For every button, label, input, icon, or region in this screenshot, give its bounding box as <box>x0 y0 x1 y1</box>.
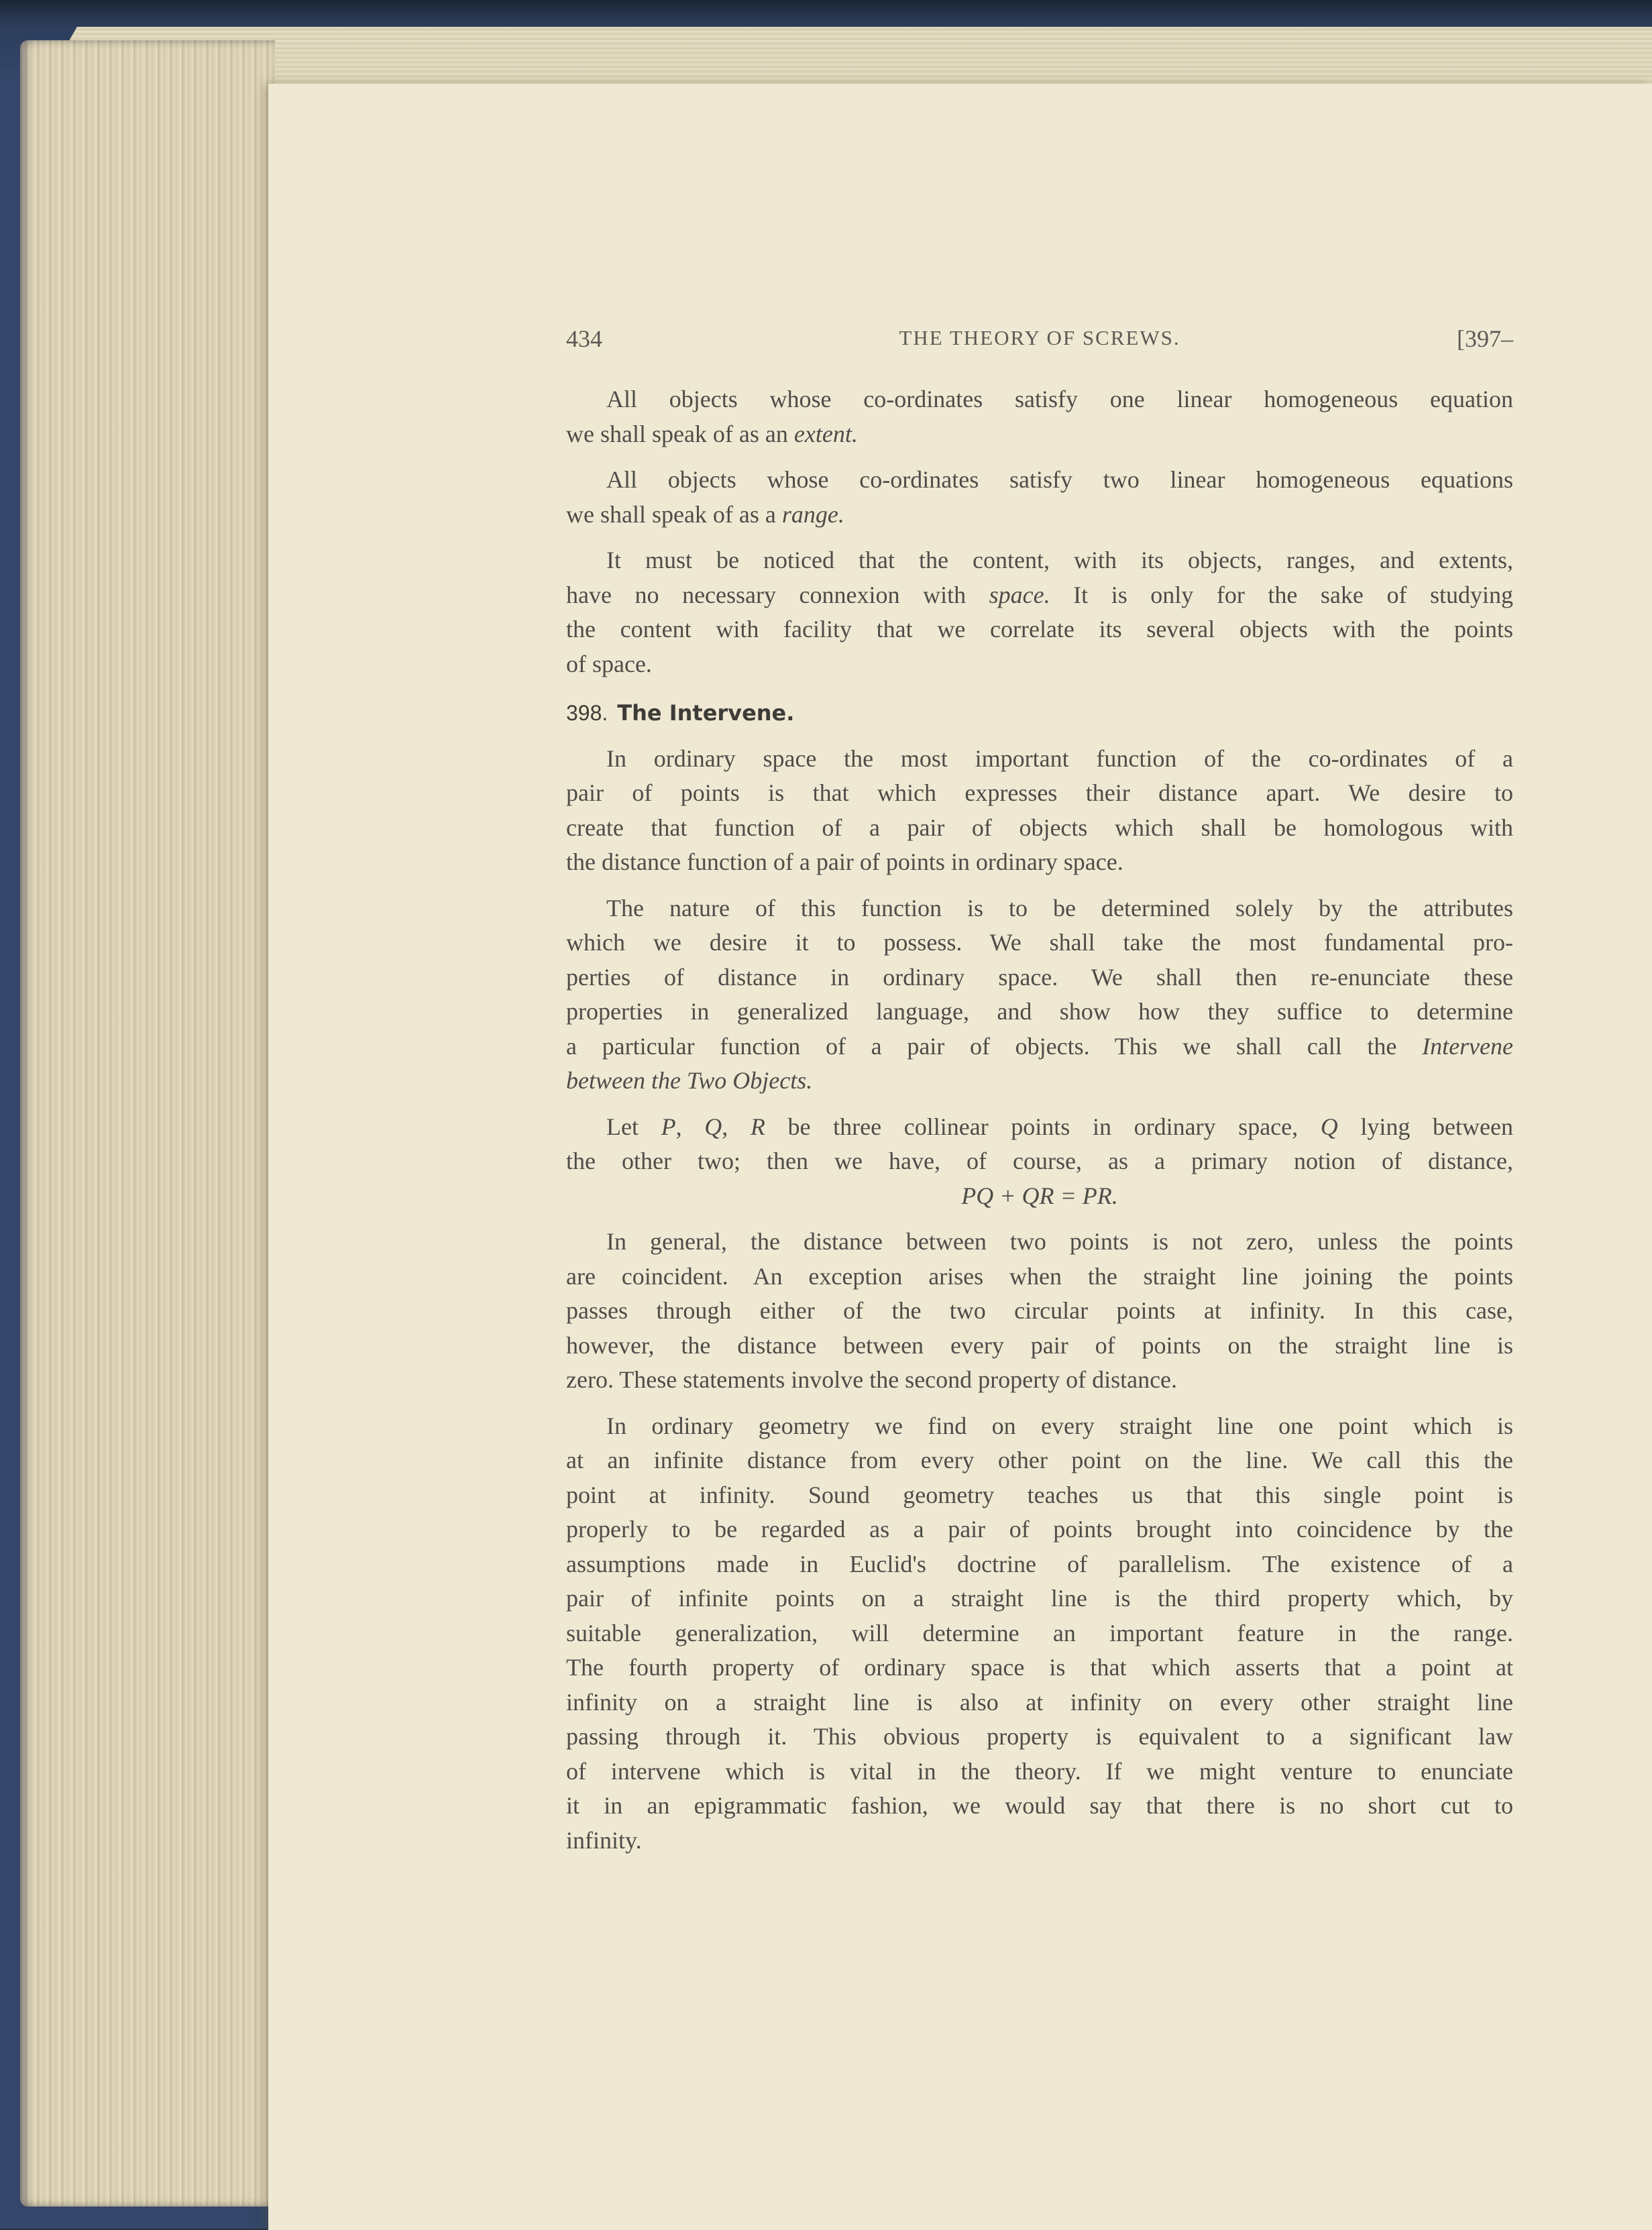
text-line <box>566 1512 1513 1547</box>
text-line <box>566 845 1513 880</box>
text-run: , <box>722 1113 751 1140</box>
text-run: In general, the distance between two points is not zero, unless the points <box>606 1228 1513 1255</box>
text-run: be three collinear points in ordinary space, <box>765 1113 1321 1140</box>
text-line <box>566 1225 1513 1260</box>
text-line <box>566 1294 1513 1329</box>
italic-text: R <box>750 1113 765 1140</box>
text-run: we shall speak of as a <box>566 500 782 528</box>
text-line <box>566 417 1513 452</box>
italic-text: extent. <box>793 420 858 447</box>
text-run: The fourth property of ordinary space is that which asserts that a point at <box>566 1654 1513 1681</box>
text-run: the content with facility that we correlate its several objects with the points <box>566 616 1513 643</box>
page-edges-left <box>20 40 275 2207</box>
equation <box>566 1179 1513 1214</box>
text-run: In ordinary space the most important function of the co-ordinates of a <box>606 744 1513 772</box>
text-line <box>566 1443 1513 1478</box>
paragraph <box>566 1110 1513 1214</box>
text-run: however, the distance between every pair of points on the straight line is <box>566 1331 1513 1359</box>
italic-text: PQ + QR = PR. <box>961 1182 1118 1209</box>
italic-text: Intervene <box>1422 1032 1513 1060</box>
text-line <box>566 1260 1513 1294</box>
paragraph <box>566 742 1513 880</box>
text-line <box>566 1064 1513 1099</box>
text-run: infinity. <box>566 1826 642 1854</box>
italic-text: space. <box>989 581 1050 608</box>
text-run: assumptions made in Euclid's doctrine of parallelism. The existence of a <box>566 1550 1513 1577</box>
text-line <box>566 647 1513 682</box>
text-line <box>566 463 1513 498</box>
text-line <box>566 995 1513 1029</box>
text-run: All objects whose co-ordinates satisfy two linear homogeneous equations <box>606 466 1513 493</box>
text-run: In ordinary geometry we find on every straight line one point which is <box>606 1412 1513 1439</box>
paragraph <box>566 463 1513 532</box>
paragraph <box>566 1225 1513 1398</box>
text-run: infinity on a straight line is also at infinity on every other straight line <box>566 1688 1513 1716</box>
text-line <box>566 1720 1513 1754</box>
text-run: lying between <box>1337 1113 1513 1140</box>
text-run: All objects whose co-ordinates satisfy one linear homogeneous equation <box>606 386 1513 412</box>
text-run: passes through either of the two circular points at infinity. In this case, <box>566 1297 1513 1324</box>
text-run: we shall speak of as an <box>566 420 794 447</box>
section-title: The Intervene. <box>617 700 795 726</box>
text-line <box>566 1789 1513 1824</box>
text-run: It must be noticed that the content, with its objects, ranges, and extents, <box>606 547 1513 573</box>
text-run: perties of distance in ordinary space. We shall then re-enunciate these <box>566 963 1513 991</box>
running-title: THE THEORY OF SCREWS. <box>899 326 1180 349</box>
text-line <box>566 578 1513 613</box>
text-run: zero. These statements involve the second property of distance. <box>566 1366 1178 1393</box>
text-run: pair of points is that which expresses their distance apart. We desire to <box>566 779 1513 806</box>
italic-text: range. <box>781 500 844 528</box>
text-run: of intervene which is vital in the theory. If we might venture to enunciate <box>566 1757 1513 1785</box>
text-run: suitable generalization, will determine an important feature in the range. <box>566 1619 1513 1647</box>
italic-text: between the Two Objects. <box>566 1067 813 1094</box>
text-run: The nature of this function is to be determined solely by the attributes <box>606 894 1513 922</box>
italic-text: P <box>661 1113 676 1140</box>
text-line <box>566 1547 1513 1582</box>
text-line <box>566 382 1513 417</box>
text-run: of space. <box>566 650 652 677</box>
paragraph <box>566 891 1513 1099</box>
text-run: a particular function of a pair of objects. This we shall call the <box>566 1032 1423 1060</box>
text-line <box>566 1409 1513 1444</box>
section-marker: [397– <box>1457 325 1513 352</box>
text-line <box>566 811 1513 846</box>
text-run: it in an epigrammatic fashion, we would say that there is no short cut to <box>566 1792 1513 1819</box>
text-line <box>566 543 1513 578</box>
running-header <box>566 325 1513 358</box>
text-line <box>566 926 1513 960</box>
text-line <box>566 1651 1513 1685</box>
text-run: passing through it. This obvious property is equivalent to a significant law <box>566 1723 1513 1750</box>
text-line <box>566 891 1513 926</box>
text-run: create that function of a pair of objects which shall be homologous with <box>566 814 1513 841</box>
text-line <box>566 1144 1513 1179</box>
text-run: are coincident. An exception arises when the straight line joining the points <box>566 1262 1513 1290</box>
text-line <box>566 1616 1513 1651</box>
text-run: have no necessary connexion with <box>566 581 989 608</box>
text-run: Let <box>606 1113 661 1140</box>
paragraph <box>566 1409 1513 1858</box>
section-number: 398. <box>566 701 608 725</box>
italic-text: Q <box>704 1113 722 1140</box>
text-run: , <box>675 1113 705 1140</box>
text-line <box>566 1685 1513 1720</box>
page-body <box>566 382 1513 1869</box>
section-heading <box>566 696 1513 731</box>
text-line <box>566 742 1513 777</box>
text-run: pair of infinite points on a straight line is the third property which, by <box>566 1585 1513 1612</box>
text-line <box>566 1363 1513 1398</box>
text-line <box>566 612 1513 647</box>
text-line <box>566 1029 1513 1064</box>
text-line <box>566 1754 1513 1789</box>
text-line <box>566 1824 1513 1858</box>
text-line <box>566 498 1513 533</box>
text-line <box>566 1478 1513 1513</box>
text-run: the other two; then we have, of course, as a primary notion of distance, <box>566 1148 1513 1174</box>
paragraph <box>566 543 1513 681</box>
text-line <box>566 1329 1513 1363</box>
paragraph <box>566 382 1513 451</box>
text-run: point at infinity. Sound geometry teaches us that this single point is <box>566 1481 1513 1508</box>
text-run: properties in generalized language, and show how they suffice to determine <box>566 998 1513 1025</box>
text-line <box>566 776 1513 811</box>
text-run: the distance function of a pair of points in ordinary space. <box>566 848 1123 875</box>
text-run: which we desire it to possess. We shall take the most fundamental pro- <box>566 929 1513 956</box>
text-run: properly to be regarded as a pair of points brought into coincidence by the <box>566 1516 1513 1543</box>
text-run: at an infinite distance from every other point on the line. We call this the <box>566 1447 1513 1473</box>
text-run: It is only for the sake of studying <box>1050 581 1514 608</box>
italic-text: Q <box>1320 1113 1338 1140</box>
text-line <box>566 1110 1513 1145</box>
text-line <box>566 960 1513 995</box>
page-edges-top <box>40 27 1652 91</box>
page-number: 434 <box>566 325 602 352</box>
text-line <box>566 1581 1513 1616</box>
